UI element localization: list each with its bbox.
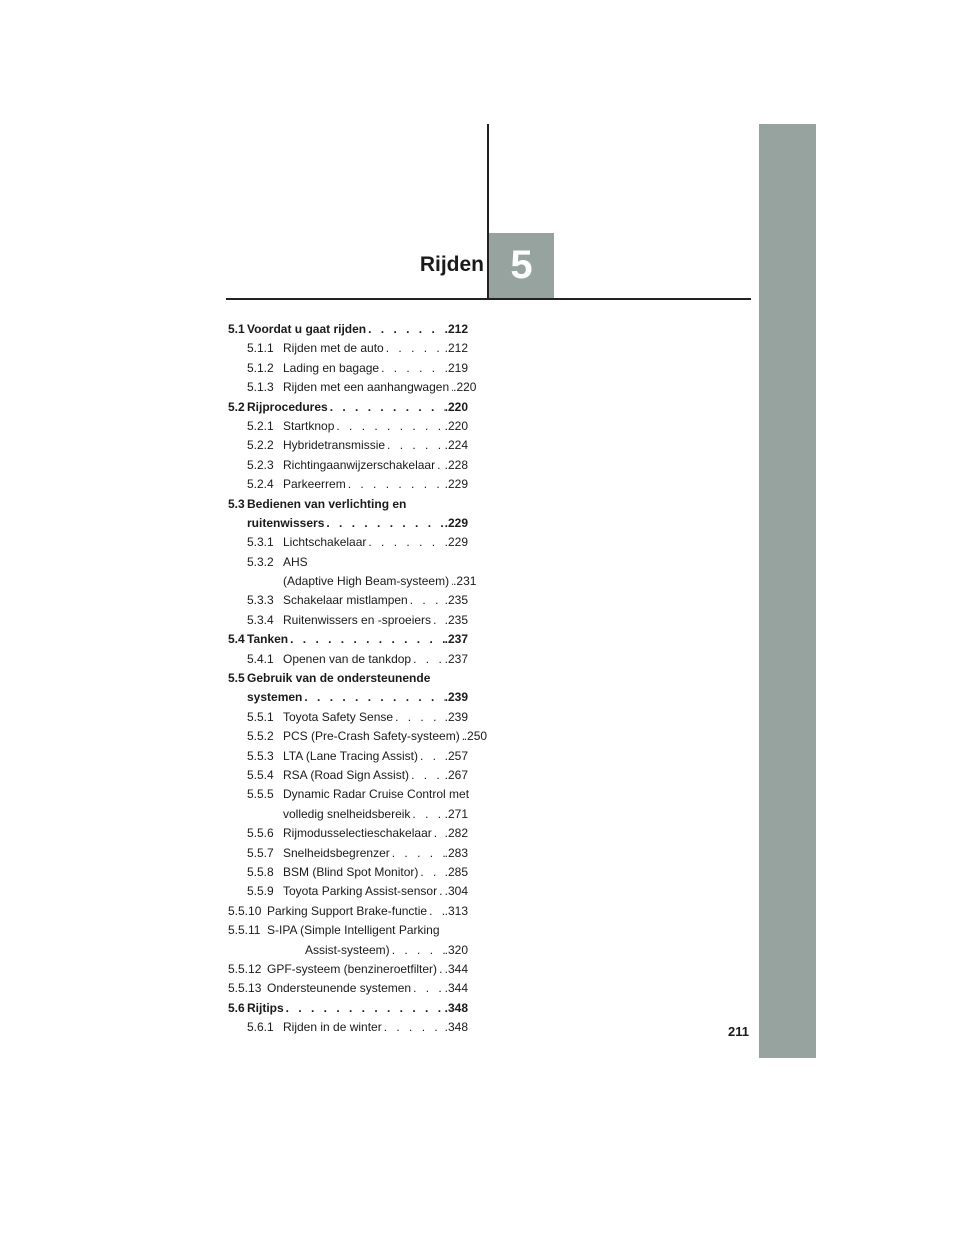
toc-page-number: .219 <box>444 360 468 375</box>
toc-page-number: .224 <box>444 438 468 453</box>
toc-title: Hybridetransmissie <box>283 438 386 453</box>
toc-number: 5.5.9 <box>247 884 274 899</box>
toc-page-number: .257 <box>444 748 468 763</box>
toc-number: 5.1 <box>228 321 245 336</box>
toc-title: AHS <box>283 554 308 569</box>
toc-entry[interactable] <box>228 960 468 979</box>
toc-title-continuation: systemen <box>247 690 303 705</box>
toc-title-continuation: Assist-systeem) <box>305 942 390 957</box>
toc-number: 5.4 <box>228 632 245 647</box>
toc-entry[interactable] <box>228 727 488 746</box>
toc-number: 5.4.1 <box>247 651 274 666</box>
toc-title: Rijden met de auto <box>283 341 384 356</box>
toc-entry[interactable] <box>228 785 468 804</box>
toc-page-number: .237 <box>444 651 468 666</box>
toc-number: 5.1.1 <box>247 341 274 356</box>
toc-title: Tanken <box>247 632 289 647</box>
toc-title: Parkeerrem <box>283 477 346 492</box>
toc-page-number: .271 <box>444 806 468 821</box>
chapter-number: 5 <box>510 243 533 287</box>
chapter-number-badge <box>489 233 554 298</box>
leader-dots <box>328 398 445 417</box>
leader-dots <box>346 475 445 494</box>
chapter-side-tab <box>759 124 816 1058</box>
toc-entry[interactable] <box>228 1018 468 1037</box>
toc-entry[interactable] <box>228 553 468 572</box>
toc-page-number: .239 <box>444 690 468 705</box>
toc-entry[interactable] <box>228 882 468 901</box>
toc-entry[interactable] <box>228 766 468 785</box>
toc-title: RSA (Road Sign Assist) <box>283 767 410 782</box>
toc-number: 5.3.2 <box>247 554 274 569</box>
toc-number: 5.6 <box>228 1000 245 1015</box>
toc-entry-continuation <box>228 572 477 591</box>
toc-title: Ondersteunende systemen <box>267 981 412 996</box>
toc-page-number: .220 <box>444 399 468 414</box>
toc-number: 5.2.2 <box>247 438 274 453</box>
toc-number: 5.6.1 <box>247 1020 274 1035</box>
toc-title: Rijprocedures <box>247 399 328 414</box>
toc-entry-continuation <box>228 941 468 960</box>
toc-number: 5.5.13 <box>228 981 262 996</box>
toc-page-number: .313 <box>444 903 468 918</box>
toc-page-number: .267 <box>444 767 468 782</box>
toc-page-number: .220 <box>444 418 468 433</box>
toc-number: 5.3.1 <box>247 535 274 550</box>
leader-dots <box>302 688 444 707</box>
toc-entry[interactable] <box>228 533 468 552</box>
toc-number: 5.5.5 <box>247 787 274 802</box>
toc-number: 5.1.2 <box>247 360 274 375</box>
toc-number: 5.3 <box>228 496 245 511</box>
toc-number: 5.5.11 <box>228 923 261 938</box>
toc-page-number: .344 <box>444 961 468 976</box>
toc-title: Gebruik van de ondersteunende <box>247 671 431 686</box>
toc-entry[interactable] <box>228 611 468 630</box>
leader-dots <box>393 708 445 727</box>
toc-entry[interactable] <box>228 339 468 358</box>
toc-page-number: .220 <box>453 380 477 395</box>
toc-page-number: .235 <box>444 593 468 608</box>
toc-entry[interactable] <box>228 747 468 766</box>
toc-number: 5.2.1 <box>247 418 274 433</box>
toc-page-number: .348 <box>444 1000 468 1015</box>
toc-page-number: .320 <box>444 942 468 957</box>
toc-entry[interactable] <box>228 378 477 397</box>
toc-entry[interactable] <box>228 495 468 514</box>
toc-entry[interactable] <box>228 417 468 436</box>
toc-page-number: .229 <box>444 535 468 550</box>
toc-entry[interactable] <box>228 921 468 940</box>
toc-entry[interactable] <box>228 456 468 475</box>
leader-dots <box>385 436 445 455</box>
toc-page-number: .348 <box>444 1020 468 1035</box>
toc-entry[interactable] <box>228 591 468 610</box>
toc-number: 5.5.6 <box>247 826 274 841</box>
toc-number: 5.5.10 <box>228 903 262 918</box>
toc-title: Parking Support Brake-functie <box>267 903 428 918</box>
toc-entry[interactable] <box>228 630 468 649</box>
toc-title: Openen van de tankdop <box>283 651 412 666</box>
horizontal-rule <box>226 298 751 300</box>
toc-entry-continuation <box>228 805 468 824</box>
leader-dots <box>408 591 445 610</box>
toc-entry[interactable] <box>228 979 468 998</box>
leader-dots <box>366 320 445 339</box>
toc-title: Dynamic Radar Cruise Control met <box>283 787 470 802</box>
toc-title: Schakelaar mistlampen <box>283 593 408 608</box>
leader-dots <box>379 359 445 378</box>
page-number: 211 <box>728 1024 749 1039</box>
toc-number: 5.5.8 <box>247 864 274 879</box>
toc-page-number: .237 <box>444 632 468 647</box>
toc-title: Richtingaanwijzerschakelaar <box>283 457 436 472</box>
toc-title: Toyota Parking Assist-sensor <box>283 884 438 899</box>
toc-entry[interactable] <box>228 398 468 417</box>
toc-title-continuation: volledig snelheidsbereik <box>283 806 411 821</box>
toc-entry[interactable] <box>228 999 468 1018</box>
toc-page-number: .229 <box>444 515 468 530</box>
leader-dots <box>384 339 445 358</box>
toc-page-number: .282 <box>444 826 468 841</box>
leader-dots <box>409 766 445 785</box>
toc-number: 5.1.3 <box>247 380 274 395</box>
toc-page-number: .229 <box>444 477 468 492</box>
toc-page-number: .228 <box>444 457 468 472</box>
leader-dots <box>411 650 445 669</box>
leader-dots <box>366 533 444 552</box>
toc-title: PCS (Pre-Crash Safety-systeem) <box>283 729 460 744</box>
leader-dots <box>437 882 445 901</box>
toc-page-number: .250 <box>463 729 488 744</box>
toc-page-number: .304 <box>444 884 468 899</box>
toc-number: 5.2.3 <box>247 457 274 472</box>
toc-page-number: .285 <box>444 864 468 879</box>
leader-dots <box>432 824 445 843</box>
toc-title: Toyota Safety Sense <box>283 709 394 724</box>
toc-title: Lichtschakelaar <box>283 535 367 550</box>
toc-number: 5.3.4 <box>247 612 274 627</box>
toc-title: Voordat u gaat rijden <box>247 321 367 336</box>
toc-page-number: .239 <box>444 709 468 724</box>
leader-dots <box>411 979 445 998</box>
toc-page-number: .212 <box>444 321 468 336</box>
toc-number: 5.5.2 <box>247 729 274 744</box>
toc-title: Lading en bagage <box>283 360 380 375</box>
leader-dots <box>431 611 445 630</box>
toc-number: 5.5.4 <box>247 767 274 782</box>
toc-title: GPF-systeem (benzineroetfilter) <box>267 961 438 976</box>
leader-dots <box>427 902 445 921</box>
toc-page-number: .235 <box>444 612 468 627</box>
toc-number: 5.5.12 <box>228 961 262 976</box>
leader-dots <box>324 514 444 533</box>
leader-dots <box>390 941 445 960</box>
toc-number: 5.5 <box>228 671 245 686</box>
toc-number: 5.5.7 <box>247 845 274 860</box>
chapter-title: Rijden <box>419 253 484 276</box>
leader-dots <box>390 844 445 863</box>
toc-number: 5.5.3 <box>247 748 274 763</box>
toc-entry[interactable] <box>228 844 468 863</box>
toc-title: Rijden in de winter <box>283 1020 382 1035</box>
leader-dots <box>382 1018 445 1037</box>
toc-title-continuation: ruitenwissers <box>247 515 325 530</box>
leader-dots <box>334 417 444 436</box>
toc-page-number: .231 <box>453 574 477 589</box>
toc-title: LTA (Lane Tracing Assist) <box>283 748 418 763</box>
table-of-contents <box>228 320 488 1037</box>
toc-number: 5.5.1 <box>247 709 274 724</box>
toc-title: Bedienen van verlichting en <box>247 496 407 511</box>
toc-page-number: .283 <box>444 845 468 860</box>
leader-dots <box>435 456 445 475</box>
toc-entry[interactable] <box>228 475 468 494</box>
toc-page-number: .212 <box>444 341 468 356</box>
toc-entry[interactable] <box>228 863 468 882</box>
toc-entry[interactable] <box>228 320 468 339</box>
toc-number: 5.2 <box>228 399 245 414</box>
toc-entry[interactable] <box>228 902 468 921</box>
toc-entry[interactable] <box>228 824 468 843</box>
toc-number: 5.2.4 <box>247 477 274 492</box>
toc-title: Snelheidsbegrenzer <box>283 845 390 860</box>
toc-entry[interactable] <box>228 669 468 688</box>
toc-title: Ruitenwissers en -sproeiers <box>283 612 432 627</box>
toc-page-number: .344 <box>444 981 468 996</box>
toc-title: Rijmodusselectieschakelaar <box>283 826 432 841</box>
toc-title: S-IPA (Simple Intelligent Parking <box>267 923 440 938</box>
leader-dots <box>418 863 444 882</box>
toc-entry[interactable] <box>228 650 468 669</box>
toc-entry-continuation <box>228 514 468 533</box>
leader-dots <box>288 630 445 649</box>
toc-title: Rijden met een aanhangwagen <box>283 380 450 395</box>
toc-entry[interactable] <box>228 436 468 455</box>
leader-dots <box>437 960 445 979</box>
toc-entry[interactable] <box>228 359 468 378</box>
toc-entry-continuation <box>228 688 468 707</box>
leader-dots <box>410 805 444 824</box>
toc-title-continuation: (Adaptive High Beam-systeem) <box>283 574 450 589</box>
toc-number: 5.3.3 <box>247 593 274 608</box>
toc-title: Rijtips <box>247 1000 284 1015</box>
leader-dots <box>284 999 445 1018</box>
leader-dots <box>418 747 445 766</box>
toc-title: BSM (Blind Spot Monitor) <box>283 864 419 879</box>
toc-entry[interactable] <box>228 708 468 727</box>
toc-title: Startknop <box>283 418 335 433</box>
